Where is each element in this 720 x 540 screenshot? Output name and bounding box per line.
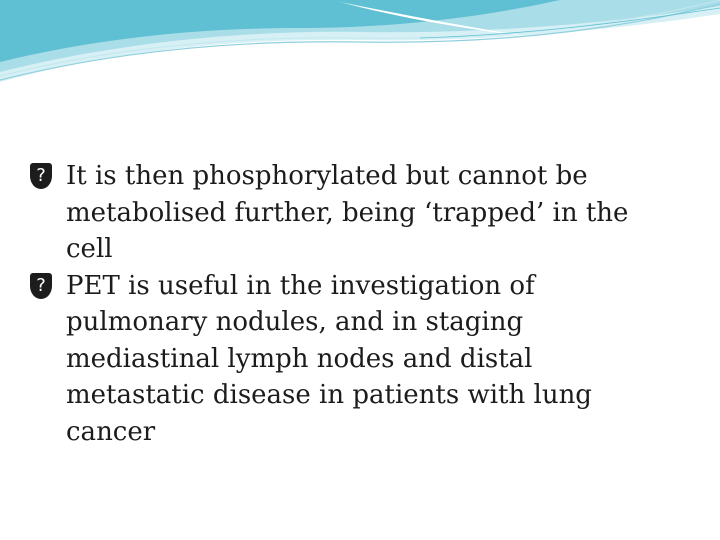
- bullet-item-1: [30, 158, 670, 268]
- bullet-text-2: PET is useful in the investigation of pulmonary nodules, and in staging mediastinal lymph nodes and distal metastatic disease in patients with lung cancer: [66, 270, 592, 447]
- slide-bullet-list: [30, 158, 670, 450]
- bullet-marker-icon: ?: [30, 163, 52, 189]
- bullet-marker-icon: ?: [30, 273, 52, 299]
- header-wave-decoration: [0, 0, 720, 95]
- bullet-item-2: [30, 268, 670, 451]
- bullet-text-1: It is then phosphorylated but cannot be metabolised further, being ‘trapped’ in the cell: [66, 161, 629, 264]
